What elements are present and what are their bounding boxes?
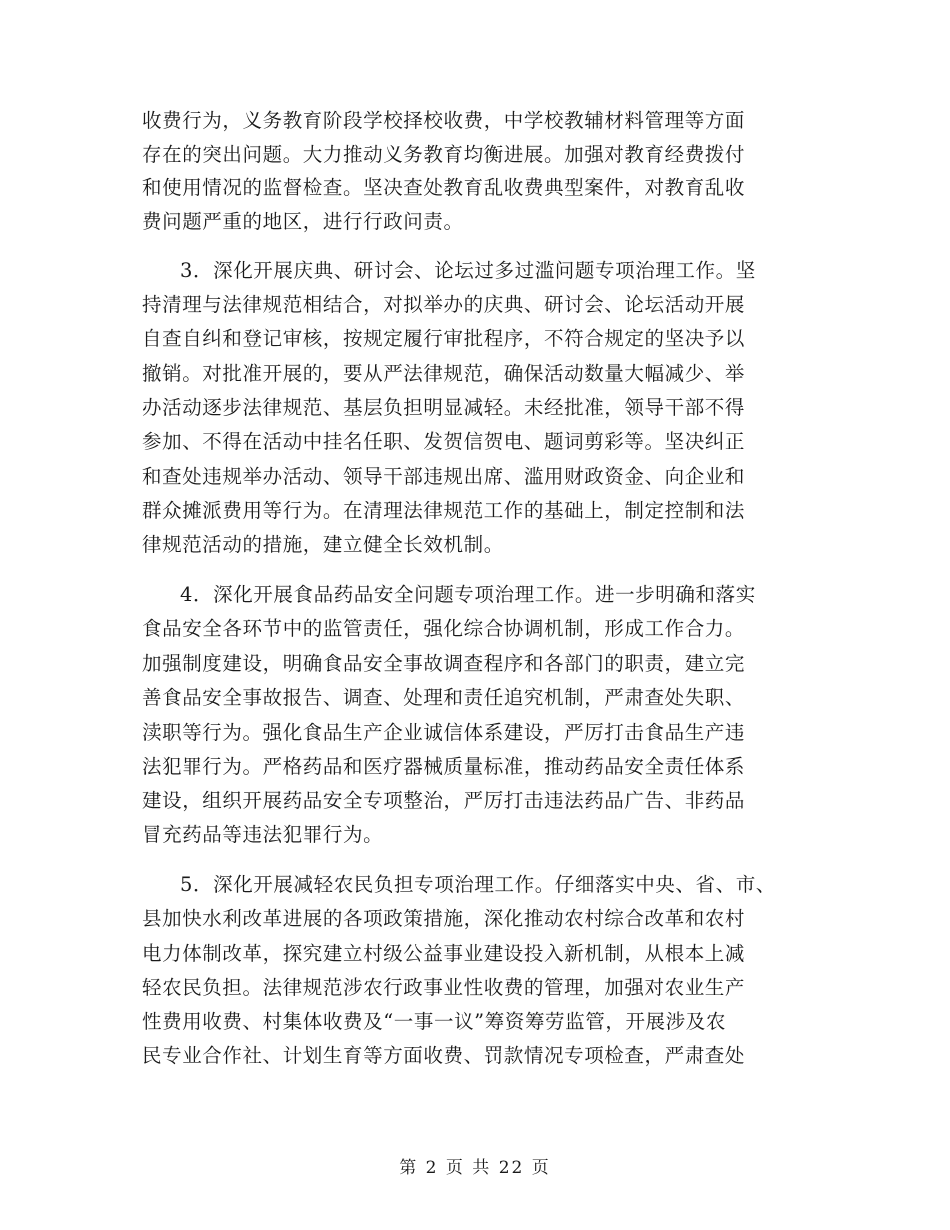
text-line: 自查自纠和登记审核，按规定履行审批程序，不符合规定的坚决予以 (142, 327, 746, 350)
text-line: 3．深化开展庆典、研讨会、论坛过多过滥问题专项治理工作。坚 (180, 259, 756, 282)
text-line: 冒充药品等违法犯罪行为。 (142, 823, 384, 846)
text-line: 持清理与法律规范相结合，对拟举办的庆典、研讨会、论坛活动开展 (142, 293, 746, 316)
text-line: 电力体制改革，探究建立村级公益事业建设投入新机制，从根本上减 (142, 942, 746, 965)
text-line: 5．深化开展减轻农民负担专项治理工作。仔细落实中央、省、市、 (180, 873, 776, 896)
text-line: 建设，组织开展药品安全专项整治，严厉打击违法药品广告、非药品 (142, 789, 746, 812)
page-number: 第 2 页 共 22 页 (399, 1158, 551, 1178)
text-line: 和使用情况的监督检查。坚决查处教育乱收费典型案件，对教育乱收 (142, 176, 746, 199)
text-line: 轻农民负担。法律规范涉农行政事业性收费的管理，加强对农业生产 (142, 976, 746, 999)
text-line: 律规范活动的措施，建立健全长效机制。 (142, 533, 504, 556)
text-line: 渎职等行为。强化食品生产企业诚信体系建设，严厉打击食品生产违 (142, 721, 746, 744)
text-line: 民专业合作社、计划生育等方面收费、罚款情况专项检查，严肃查处 (142, 1044, 746, 1067)
text-line: 撤销。对批准开展的，要从严法律规范，确保活动数量大幅减少、举 (142, 362, 746, 385)
text-line: 参加、不得在活动中挂名任职、发贺信贺电、题词剪彩等。坚决纠正 (142, 430, 746, 453)
text-line: 善食品安全事故报告、调查、处理和责任追究机制，严肃查处失职、 (142, 686, 746, 709)
text-line: 食品安全各环节中的监管责任，强化综合协调机制，形成工作合力。 (142, 617, 746, 640)
text-line: 存在的突出问题。大力推动义务教育均衡进展。加强对教育经费拨付 (142, 143, 746, 166)
text-line: 和查处违规举办活动、领导干部违规出席、滥用财政资金、向企业和 (142, 465, 746, 488)
text-line: 收费行为，义务教育阶段学校择校收费，中学校教辅材料管理等方面 (142, 109, 746, 132)
text-line: 4．深化开展食品药品安全问题专项治理工作。进一步明确和落实 (180, 583, 756, 606)
text-line: 费问题严重的地区，进行行政问责。 (142, 210, 464, 233)
text-line: 群众摊派费用等行为。在清理法律规范工作的基础上，制定控制和法 (142, 499, 746, 522)
text-line: 加强制度建设，明确食品安全事故调查程序和各部门的职责，建立完 (142, 652, 746, 675)
text-line: 法犯罪行为。严格药品和医疗器械质量标准，推动药品安全责任体系 (142, 755, 746, 778)
text-line: 办活动逐步法律规范、基层负担明显减轻。未经批准，领导干部不得 (142, 396, 746, 419)
text-line: 县加快水利改革进展的各项政策措施，深化推动农村综合改革和农村 (142, 907, 746, 930)
text-line: 性费用收费、村集体收费及“一事一议”筹资筹劳监管，开展涉及农 (142, 1010, 726, 1033)
